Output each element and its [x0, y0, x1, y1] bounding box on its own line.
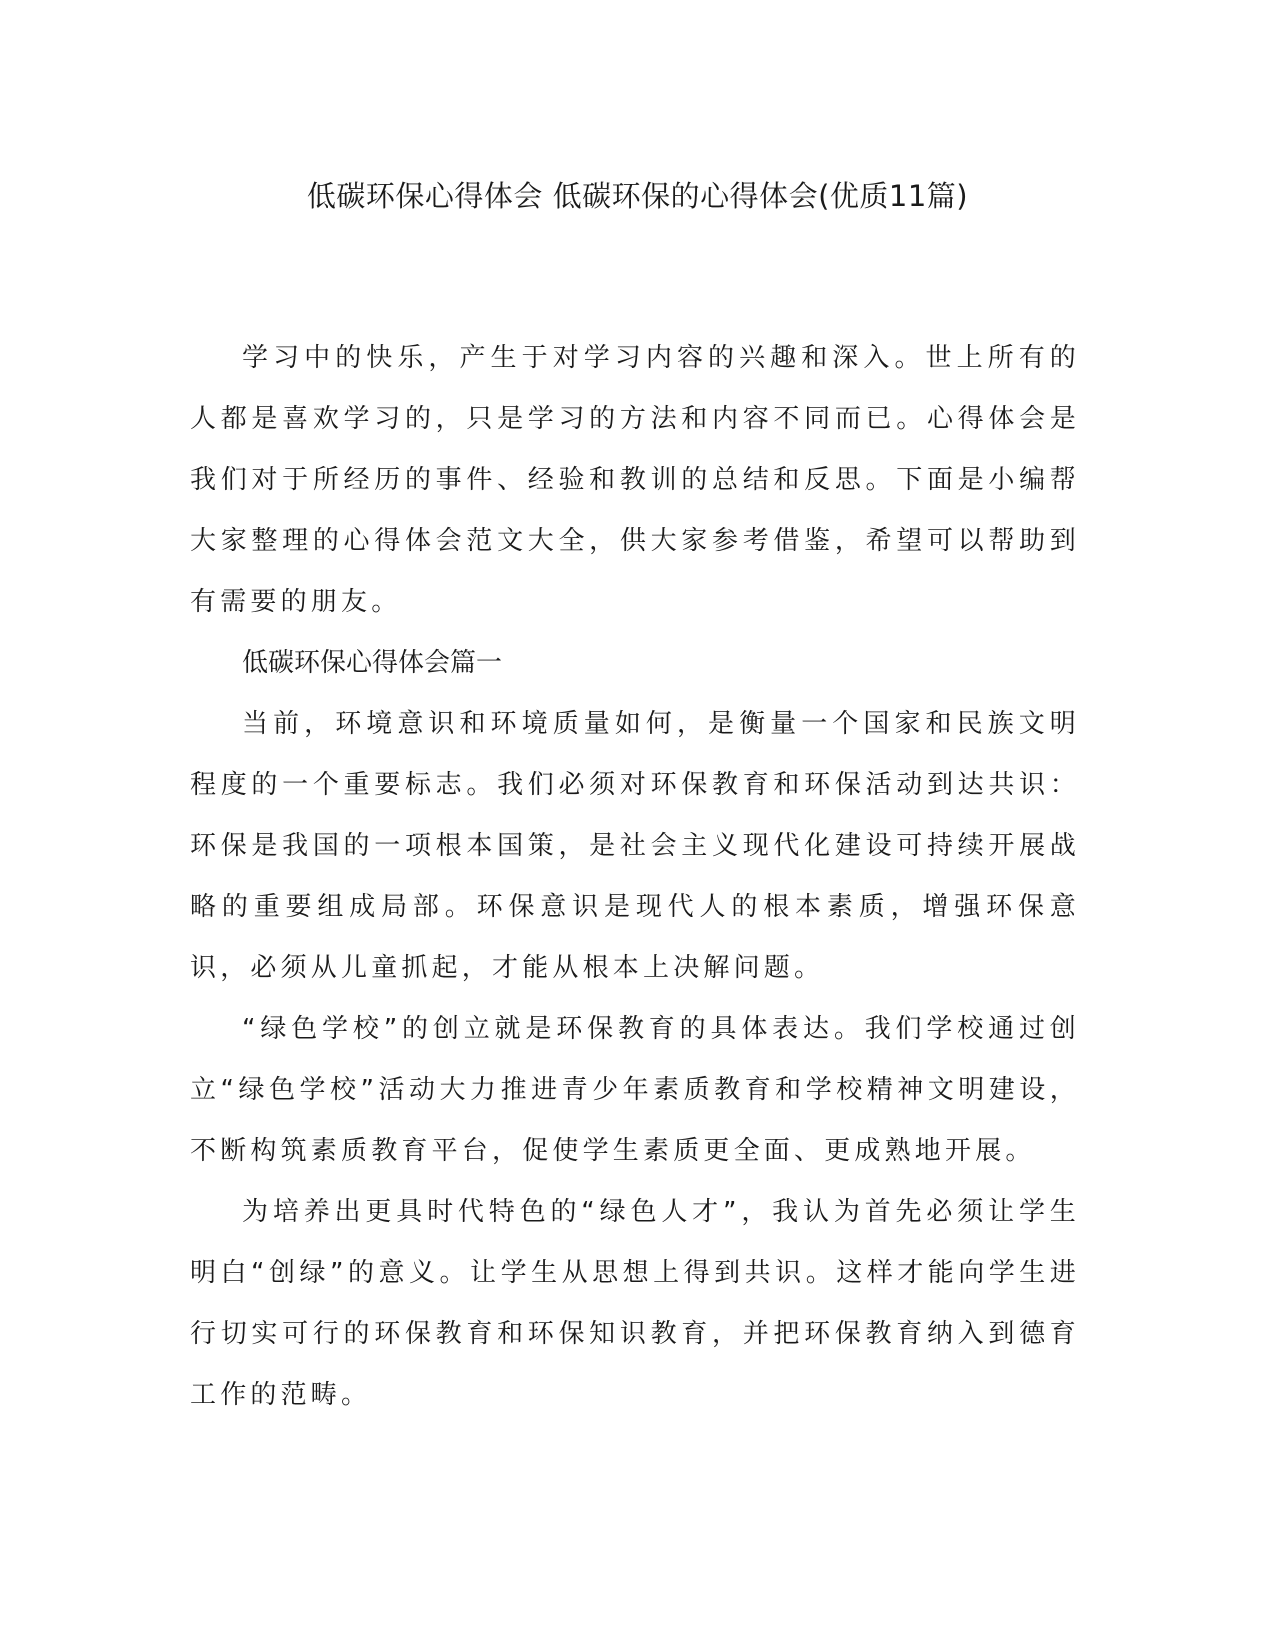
body-paragraph: 当前，环境意识和环境质量如何，是衡量一个国家和民族文明程度的一个重要标志。我们必须对环保教育和环保活动到达共识：环保是我国的一项根本国策，是社会主义现代化建设可持续开展战略的重要组成局部。环保意识是现代人的根本素质，增强环保意识，必须从儿童抓起，才能从根本上决解问题。: [190, 709, 1080, 983]
body-paragraph: “绿色学校”的创立就是环保教育的具体表达。我们学校通过创立“绿色学校”活动大力推进青少年素质教育和学校精神文明建设，不断构筑素质教育平台，促使学生素质更全面、更成熟地开展。: [190, 1014, 1080, 1166]
document-body: [190, 328, 1080, 1426]
document-title: 低碳环保心得体会 低碳环保的心得体会(优质11篇): [306, 179, 969, 213]
body-paragraph: 为培养出更具时代特色的“绿色人才”，我认为首先必须让学生明白“创绿”的意义。让学生从思想上得到共识。这样才能向学生进行切实可行的环保教育和环保知识教育，并把环保教育纳入到德育工作的范畴。: [190, 1197, 1080, 1410]
intro-paragraph: 学习中的快乐，产生于对学习内容的兴趣和深入。世上所有的人都是喜欢学习的，只是学习的方法和内容不同而已。心得体会是我们对于所经历的事件、经验和教训的总结和反思。下面是小编帮大家整理的心得体会范文大全，供大家参考借鉴，希望可以帮助到有需要的朋友。: [190, 343, 1080, 617]
section-heading: 低碳环保心得体会篇一: [242, 648, 503, 678]
